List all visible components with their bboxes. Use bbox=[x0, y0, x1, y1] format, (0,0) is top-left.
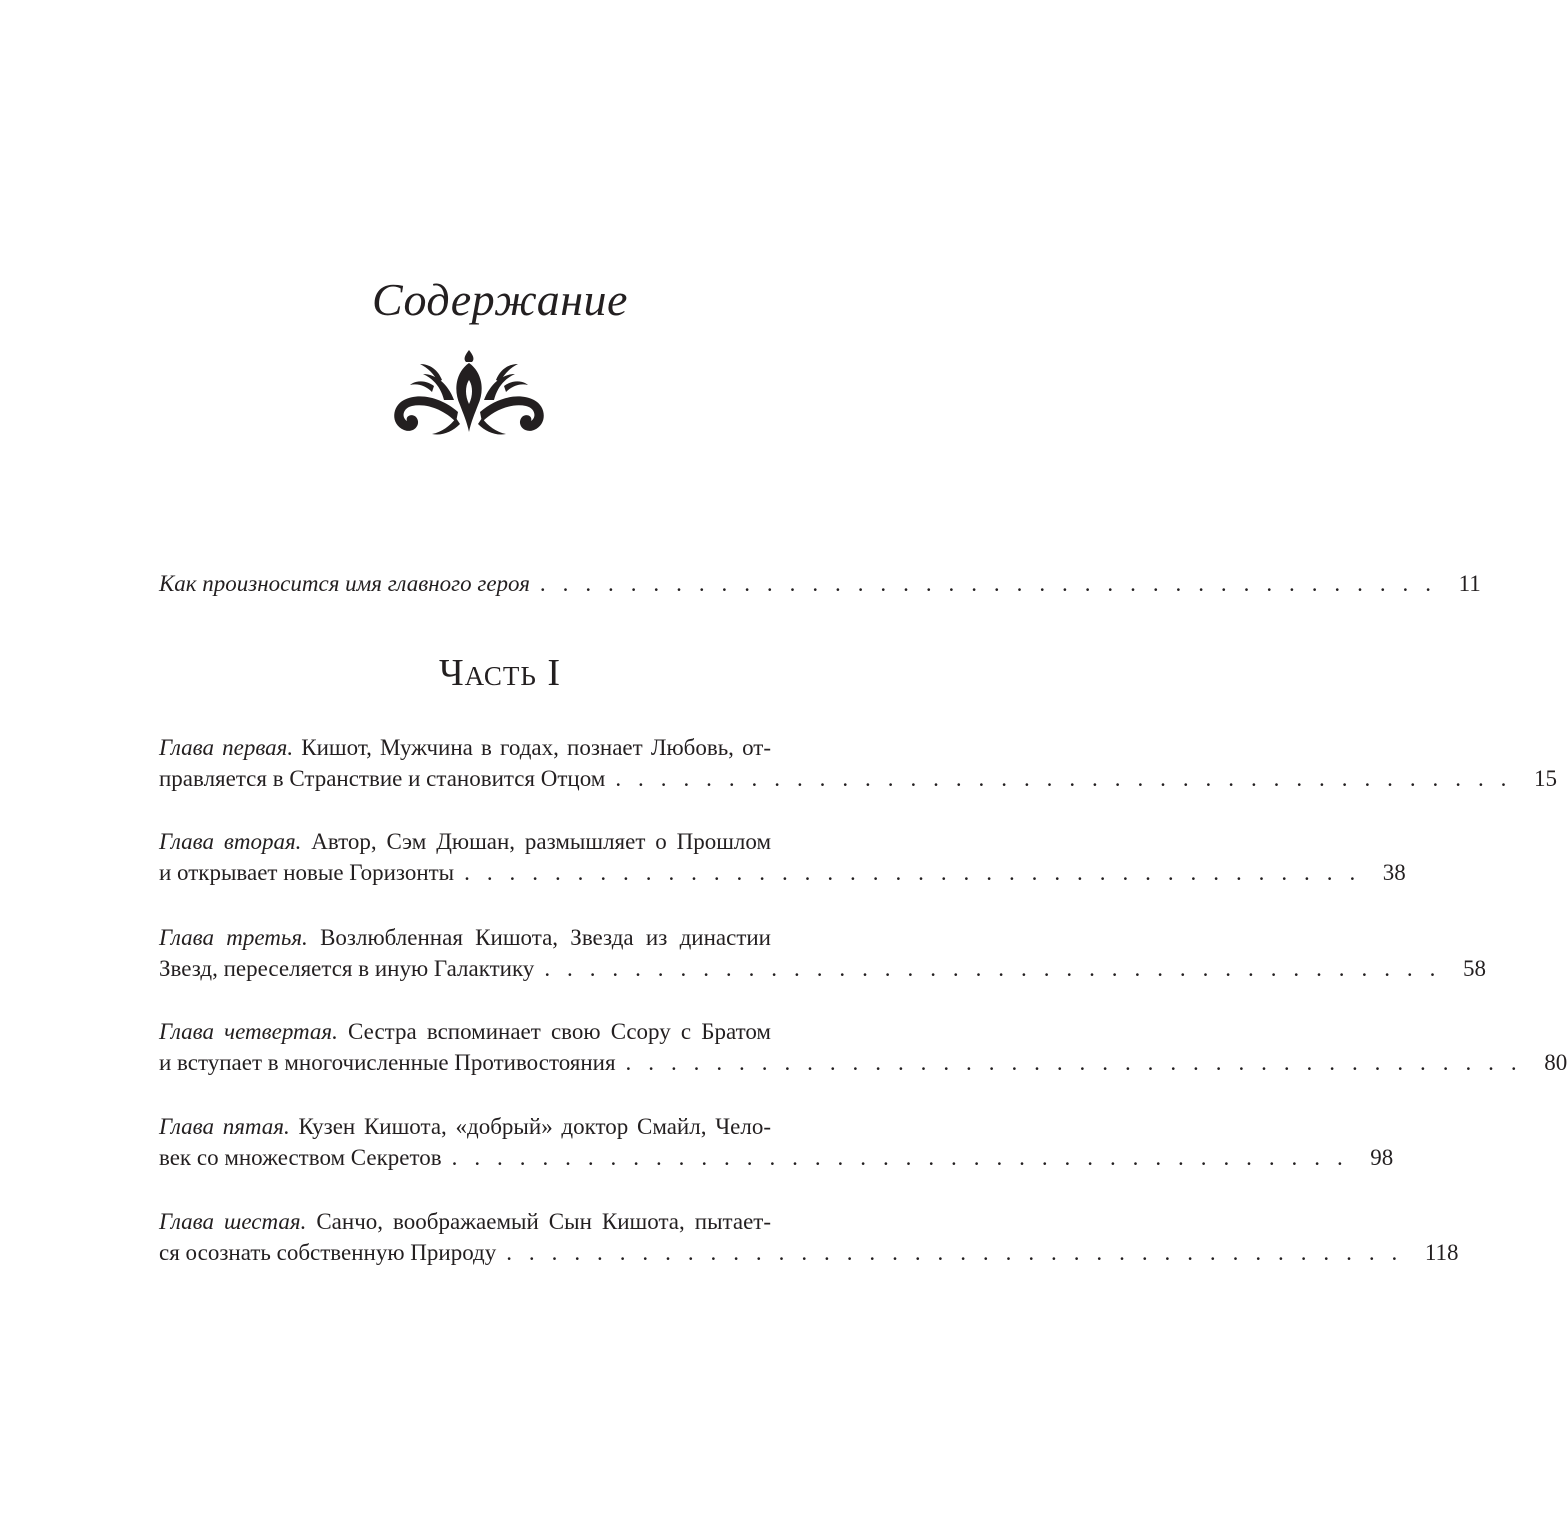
floral-ornament-icon bbox=[390, 350, 548, 442]
toc-page-number: 98 bbox=[1370, 1145, 1394, 1170]
toc-chapter-4-line-1[interactable] bbox=[159, 1016, 771, 1048]
chapter-title-line-1: Кузен Кишота, «добрый» доктор Смайл, Чело- bbox=[298, 1114, 771, 1139]
chapter-label: Глава первая. bbox=[159, 735, 294, 760]
toc-chapter-3-line-2[interactable] bbox=[159, 953, 1486, 985]
part-heading: Часть I bbox=[438, 652, 561, 694]
chapter-title-line-1: Сестра вспоминает свою Ссору с Братом bbox=[348, 1019, 771, 1044]
chapter-title-line-1: Автор, Сэм Дюшан, размышляет о Прошлом bbox=[311, 829, 772, 854]
toc-chapter-6-line-2[interactable] bbox=[159, 1237, 1459, 1269]
chapter-title-line-2: и открывает новые Горизонты bbox=[159, 860, 455, 885]
chapter-title-line-2: правляется в Странствие и становится Отцом bbox=[159, 766, 606, 791]
dot-leader: . . . . . . . . . . . . . . . . . . . . . . . . . . . . . . . . . . . . . . . . bbox=[464, 860, 1361, 885]
chapter-title-line-1: Кишот, Мужчина в годах, познает Любовь, от- bbox=[301, 735, 771, 760]
chapter-title-line-2: Звезд, переселяется в иную Галактику bbox=[159, 956, 535, 981]
page-title: Содержание bbox=[372, 274, 628, 325]
toc-page-number: 15 bbox=[1534, 766, 1557, 791]
chapter-label: Глава пятая. bbox=[159, 1114, 290, 1139]
dot-leader: . . . . . . . . . . . . . . . . . . . . . . . . . . . . . . . . . . . . . . . . bbox=[615, 766, 1512, 791]
toc-chapter-3-line-1[interactable] bbox=[159, 922, 771, 954]
dot-leader: . . . . . . . . . . . . . . . . . . . . . . . . . . . . . . . . . . . . . . . . bbox=[539, 571, 1437, 596]
chapter-title-line-2: ся осознать собственную Природу bbox=[159, 1240, 497, 1265]
toc-page-number: 58 bbox=[1462, 956, 1486, 981]
toc-page-number: 38 bbox=[1382, 860, 1406, 885]
toc-chapter-2-line-2[interactable] bbox=[159, 857, 1406, 889]
toc-page-number: 11 bbox=[1458, 571, 1481, 596]
chapter-title-line-2: век со множеством Секретов bbox=[159, 1145, 442, 1170]
toc-page-number: 80 bbox=[1544, 1050, 1567, 1075]
toc-intro-text: Как произносится имя главного героя bbox=[159, 571, 530, 596]
dot-leader: . . . . . . . . . . . . . . . . . . . . . . . . . . . . . . . . . . . . . . . . bbox=[544, 956, 1441, 981]
toc-chapter-5-line-1[interactable] bbox=[159, 1111, 771, 1143]
chapter-title-line-2: и вступает в многочисленные Противостояния bbox=[159, 1050, 616, 1075]
dot-leader: . . . . . . . . . . . . . . . . . . . . . . . . . . . . . . . . . . . . . . . . bbox=[451, 1145, 1349, 1170]
toc-chapter-6-line-1[interactable] bbox=[159, 1206, 771, 1238]
toc-chapter-1-line-1[interactable] bbox=[159, 732, 771, 764]
dot-leader: . . . . . . . . . . . . . . . . . . . . . . . . . . . . . . . . . . . . . . . . bbox=[506, 1240, 1403, 1265]
toc-intro-line[interactable] bbox=[159, 568, 1481, 600]
chapter-title-line-1: Возлюбленная Кишота, Звезда из династии bbox=[320, 925, 771, 950]
chapter-title-line-1: Санчо, воображаемый Сын Кишота, пытает- bbox=[316, 1209, 771, 1234]
toc-page-number: 118 bbox=[1424, 1240, 1459, 1265]
chapter-label: Глава четвертая. bbox=[159, 1019, 338, 1044]
toc-chapter-5-line-2[interactable] bbox=[159, 1142, 1394, 1174]
dot-leader: . . . . . . . . . . . . . . . . . . . . . . . . . . . . . . . . . . . . . . . . bbox=[625, 1050, 1523, 1075]
chapter-label: Глава шестая. bbox=[159, 1209, 307, 1234]
toc-chapter-2-line-1[interactable] bbox=[159, 826, 771, 858]
toc-chapter-4-line-2[interactable] bbox=[159, 1047, 1567, 1079]
chapter-label: Глава вторая. bbox=[159, 829, 302, 854]
toc-chapter-1-line-2[interactable] bbox=[159, 763, 1557, 795]
chapter-label: Глава третья. bbox=[159, 925, 308, 950]
